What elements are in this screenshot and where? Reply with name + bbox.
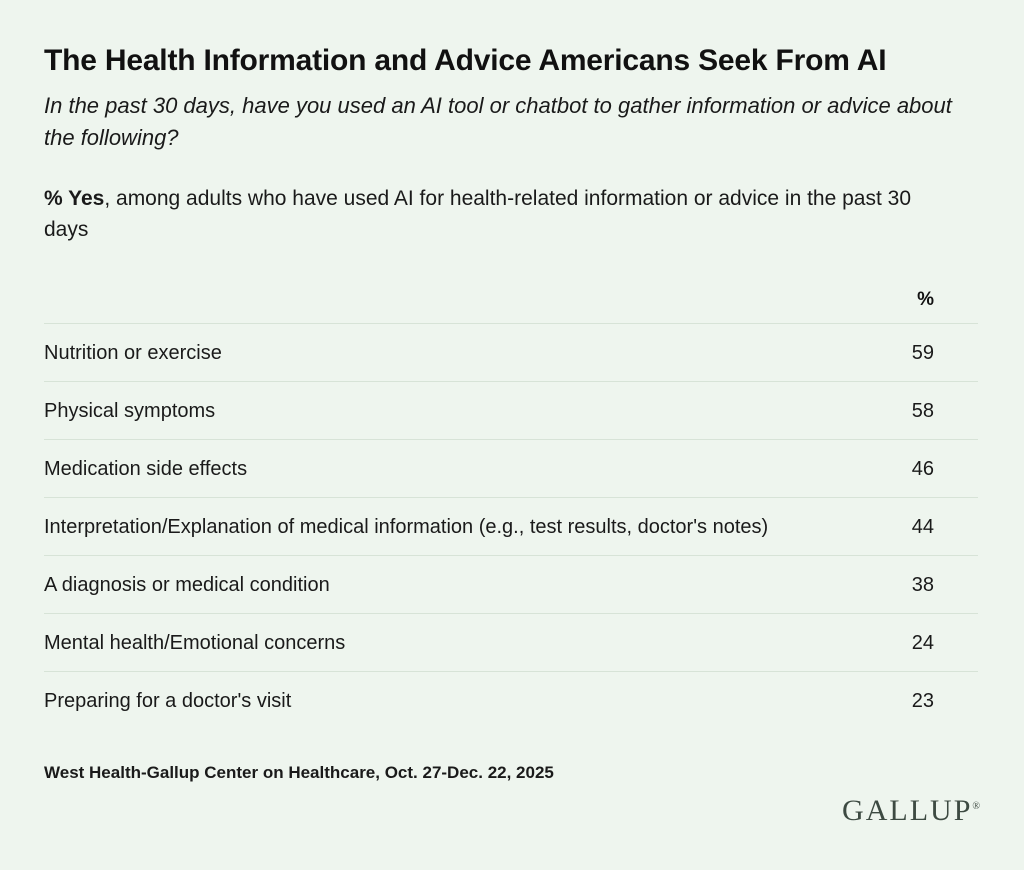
table-row xyxy=(44,672,978,730)
chart-basis-description: , among adults who have used AI for health-related information or advice in the past 30 days xyxy=(44,186,911,241)
gallup-logo xyxy=(842,794,980,828)
table-row xyxy=(44,614,978,672)
row-value: 59 xyxy=(834,324,978,382)
table-row xyxy=(44,382,978,440)
row-value: 44 xyxy=(834,498,978,556)
row-value: 58 xyxy=(834,382,978,440)
row-value: 46 xyxy=(834,440,978,498)
column-header-label xyxy=(44,289,834,324)
row-value: 38 xyxy=(834,556,978,614)
row-label: Nutrition or exercise xyxy=(44,324,834,382)
row-label: Medication side effects xyxy=(44,440,834,498)
row-label: Physical symptoms xyxy=(44,382,834,440)
table-row xyxy=(44,556,978,614)
table-header-row xyxy=(44,289,978,324)
registered-trademark-icon: ® xyxy=(972,801,980,812)
table-row xyxy=(44,440,978,498)
row-label: Mental health/Emotional concerns xyxy=(44,614,834,672)
chart-basis-metric: % Yes xyxy=(44,186,105,210)
table-row xyxy=(44,324,978,382)
page-title: The Health Information and Advice Americans Seek From AI xyxy=(44,44,887,77)
table-row xyxy=(44,498,978,556)
column-header-percent: % xyxy=(917,289,934,311)
row-value: 23 xyxy=(834,672,978,730)
results-table xyxy=(44,289,978,729)
row-value: 24 xyxy=(834,614,978,672)
chart-source: West Health-Gallup Center on Healthcare, Oct. 27-Dec. 22, 2025 xyxy=(44,763,554,783)
gallup-logo-text: GALLUP xyxy=(842,794,973,827)
row-label: Interpretation/Explanation of medical information (e.g., test results, doctor's notes) xyxy=(44,498,834,556)
row-label: Preparing for a doctor's visit xyxy=(44,672,834,730)
row-label: A diagnosis or medical condition xyxy=(44,556,834,614)
chart-basis xyxy=(44,183,944,245)
chart-subtitle: In the past 30 days, have you used an AI tool or chatbot to gather information or advice about the following? xyxy=(44,93,952,150)
